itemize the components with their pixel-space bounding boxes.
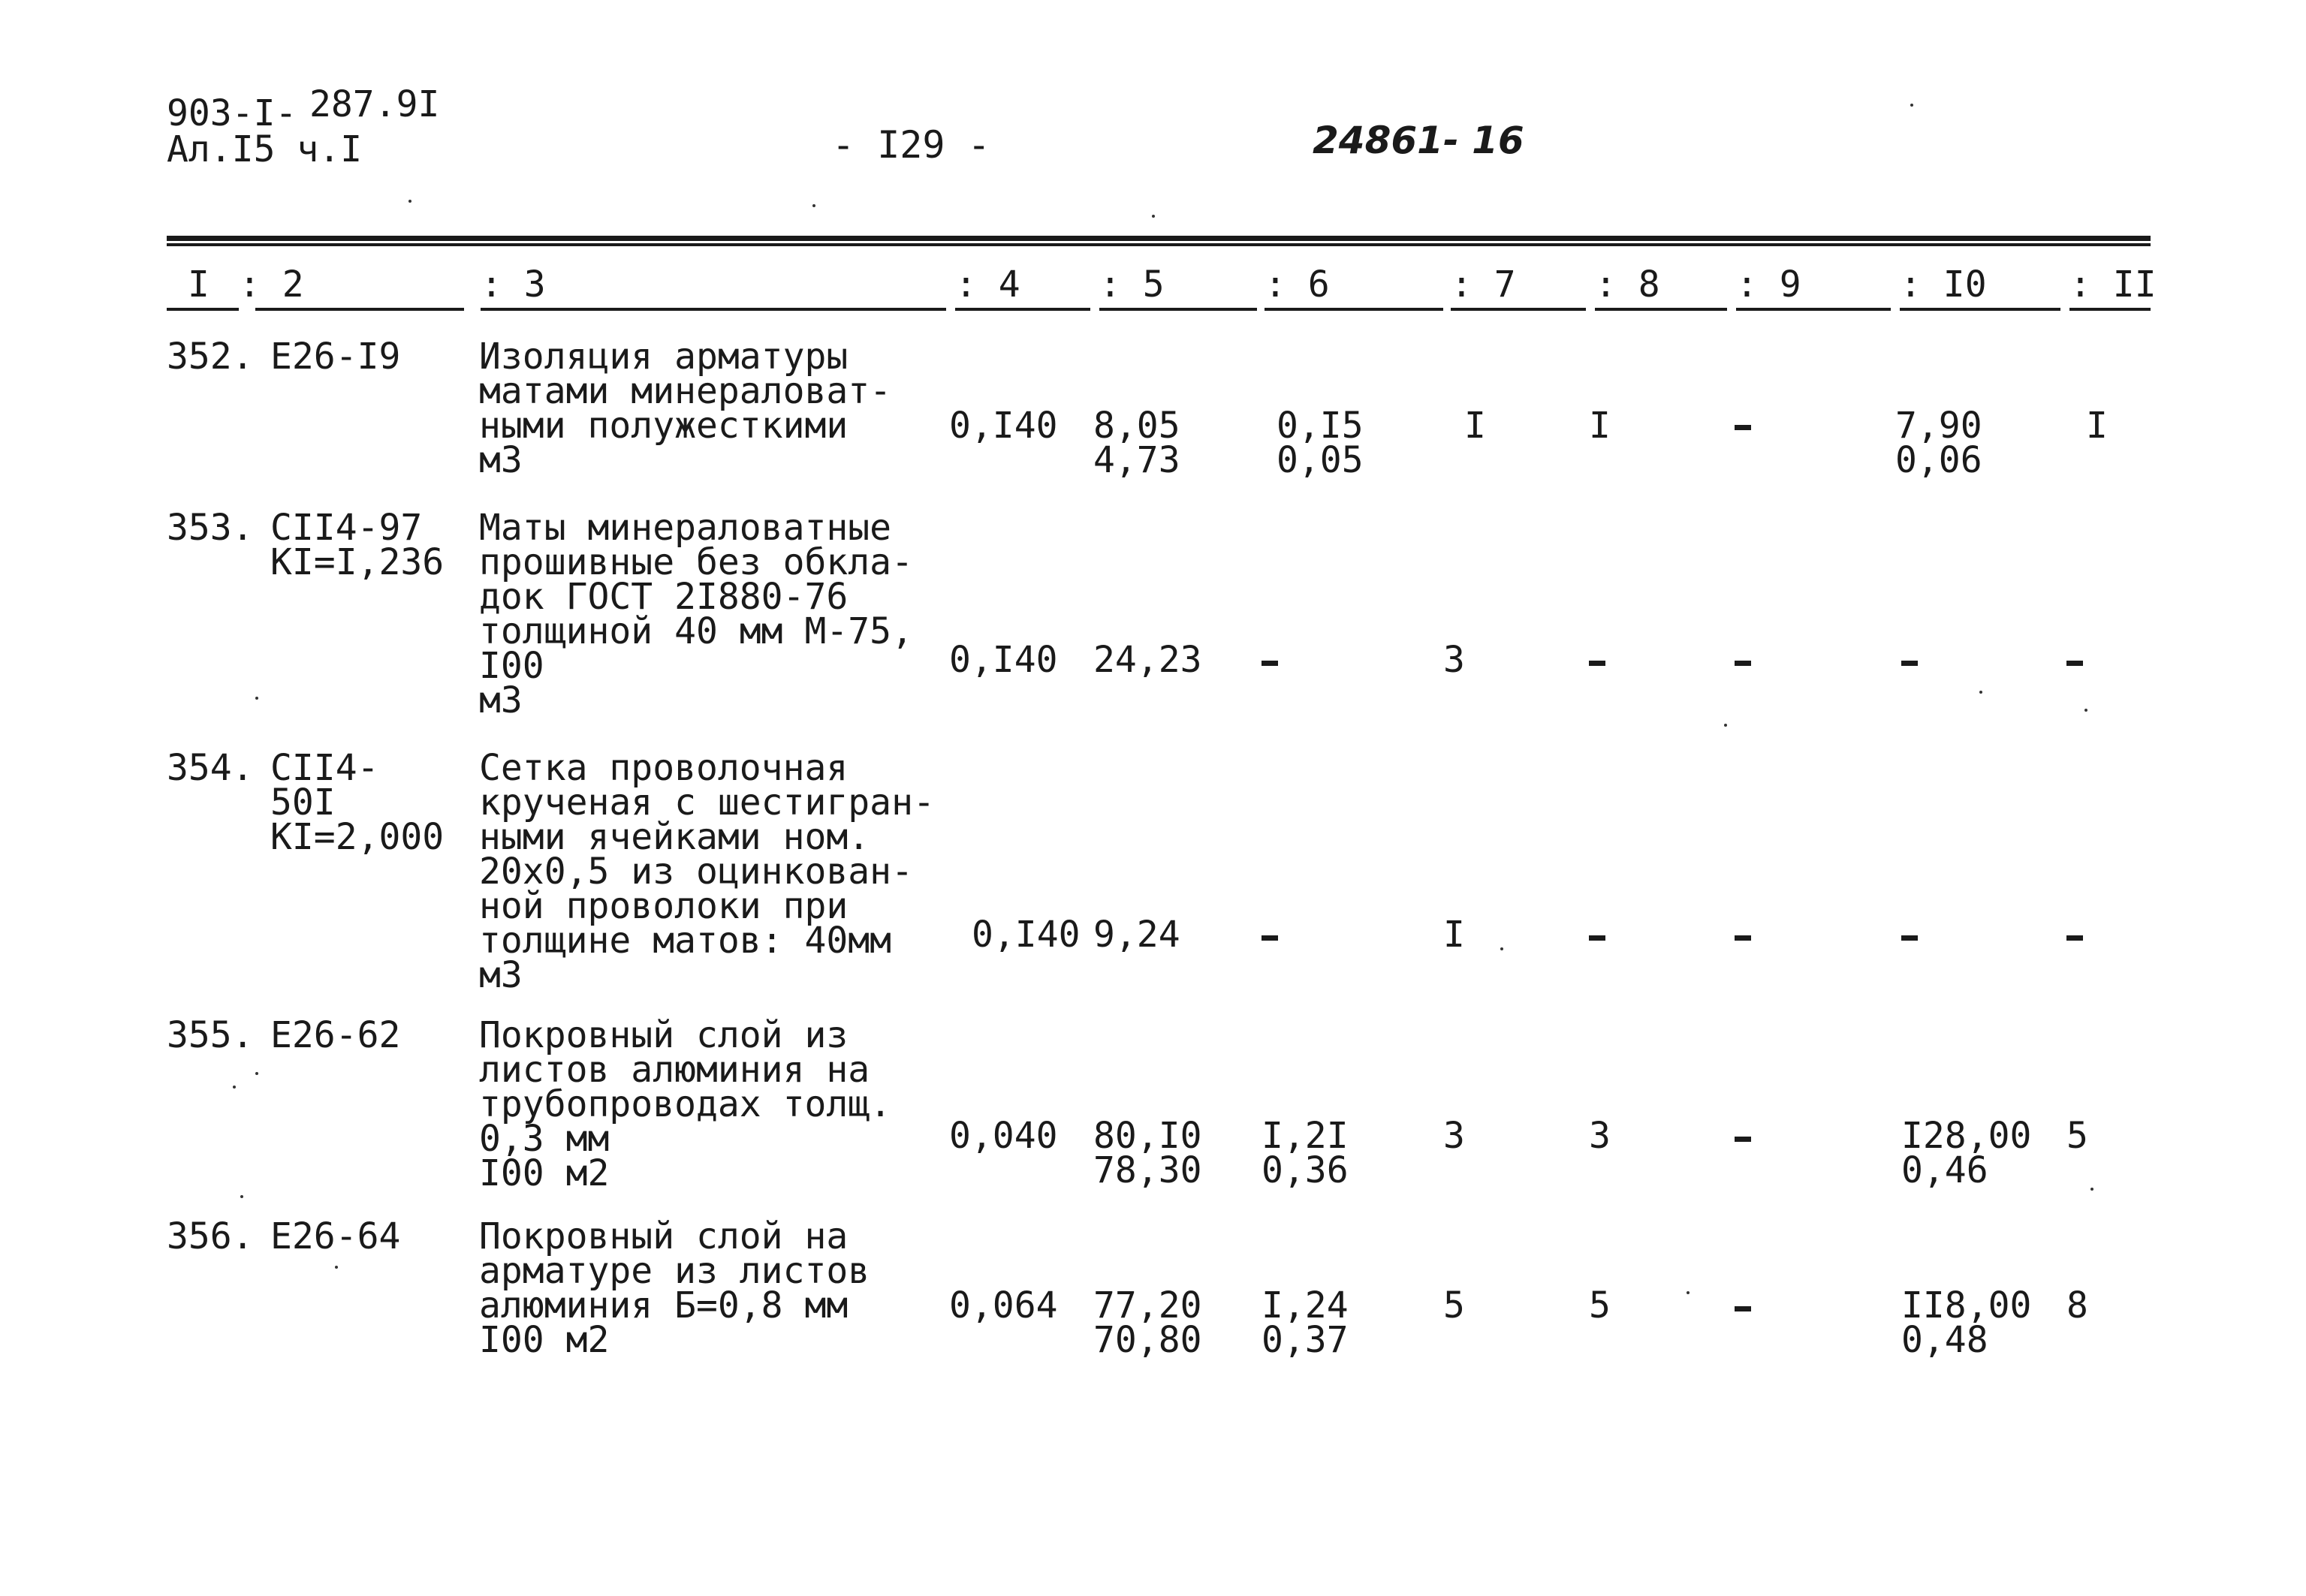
- row-code: СII4- 50I КI=2,000: [270, 747, 445, 858]
- scan-speck: [240, 1195, 243, 1198]
- column-number-5: : 5: [1099, 263, 1165, 306]
- column-number-2: : 2: [239, 263, 304, 306]
- scan-speck: [1500, 947, 1503, 950]
- scan-speck: [1979, 691, 1982, 694]
- column-number-4: : 4: [955, 263, 1020, 306]
- row-col10: I28,00 0,46: [1901, 1115, 2032, 1191]
- column-underline: [1736, 308, 1891, 311]
- row-description: Покровный слой на арматуре из листов алюминия Б=0,8 мм I00 м2: [479, 1215, 870, 1361]
- row-col5: 77,20 70,80: [1093, 1284, 1202, 1361]
- row-col10-dash: [1901, 935, 1918, 941]
- row-col9-dash: [1735, 935, 1751, 941]
- row-col10: 7,90 0,06: [1895, 405, 1982, 481]
- row-col11-dash: [2066, 935, 2083, 941]
- row-code: Е26-62: [270, 1014, 401, 1056]
- row-col4: 0,I40: [949, 639, 1058, 681]
- column-number-9: : 9: [1736, 263, 1801, 306]
- row-number: 352.: [167, 336, 254, 378]
- row-col9-dash: [1735, 661, 1751, 666]
- scan-speck: [1687, 1291, 1690, 1294]
- row-col10-dash: [1901, 661, 1918, 666]
- header-rule-bottom: [167, 243, 2151, 246]
- column-number-7: : 7: [1451, 263, 1516, 306]
- scan-speck: [1152, 215, 1155, 218]
- row-col7: 3: [1443, 1115, 1465, 1157]
- row-col5: 8,05 4,73: [1093, 405, 1180, 481]
- row-col5: 80,I0 78,30: [1093, 1115, 1202, 1191]
- row-col7: I: [1443, 914, 1465, 956]
- column-underline: [255, 308, 464, 311]
- scan-speck: [1910, 104, 1913, 107]
- row-description: Сетка проволочная крученая с шестигран- ными ячейками ном. 20х0,5 из оцинкован- ной проволоки при толщине матов: 40мм м3: [479, 747, 935, 996]
- column-number-6: : 6: [1265, 263, 1330, 306]
- row-col4: 0,I40: [972, 914, 1081, 956]
- row-col4: 0,064: [949, 1284, 1058, 1326]
- column-number-11: : II: [2069, 263, 2157, 306]
- column-number-10: : I0: [1900, 263, 1987, 306]
- column-underline: [955, 308, 1090, 311]
- row-col7: 5: [1443, 1284, 1465, 1326]
- row-col8: 5: [1589, 1284, 1611, 1326]
- row-col11: 8: [2066, 1284, 2088, 1326]
- header-rule-top: [167, 236, 2151, 241]
- row-code: Е26-64: [270, 1215, 401, 1257]
- handwritten-code: 24861- 16: [1313, 119, 1524, 162]
- row-col8-dash: [1589, 935, 1605, 941]
- column-number-1: I: [188, 263, 209, 306]
- row-description: Изоляция арматуры матами минераловат- ными полужесткими м3: [479, 336, 892, 481]
- row-number: 354.: [167, 747, 254, 789]
- row-number: 355.: [167, 1014, 254, 1056]
- scan-speck: [408, 200, 411, 203]
- column-underline: [1451, 308, 1586, 311]
- row-col11: I: [2086, 405, 2108, 447]
- scan-speck: [255, 1072, 258, 1075]
- row-col10: II8,00 0,48: [1901, 1284, 2032, 1361]
- column-underline: [1595, 308, 1727, 311]
- row-number: 353.: [167, 507, 254, 549]
- row-col11-dash: [2066, 661, 2083, 666]
- row-col4: 0,040: [949, 1115, 1058, 1157]
- row-col6-dash: [1262, 661, 1278, 666]
- row-col5: 24,23: [1093, 639, 1202, 681]
- row-col7: I: [1464, 405, 1486, 447]
- column-underline: [481, 308, 946, 311]
- column-underline: [1900, 308, 2060, 311]
- row-col6-dash: [1262, 935, 1278, 941]
- row-col4: 0,I40: [949, 405, 1058, 447]
- scan-speck: [255, 697, 258, 700]
- row-col6: I,2I 0,36: [1262, 1115, 1349, 1191]
- row-col8: 3: [1589, 1115, 1611, 1157]
- scan-speck: [1724, 724, 1727, 727]
- row-col9-dash: [1735, 1137, 1751, 1142]
- column-underline: [1099, 308, 1257, 311]
- page-number: - I29 -: [832, 123, 990, 167]
- column-number-3: : 3: [481, 263, 546, 306]
- column-underline: [167, 308, 239, 311]
- row-description: Покровный слой из листов алюминия на трубопроводах толщ. 0,3 мм I00 м2: [479, 1014, 892, 1194]
- column-underline: [1265, 308, 1443, 311]
- scan-speck: [233, 1086, 236, 1089]
- row-col6: I,24 0,37: [1262, 1284, 1349, 1361]
- row-col9-dash: [1735, 1306, 1751, 1311]
- document-code-prefix: 903-I-: [167, 92, 297, 134]
- row-description: Маты минераловатные прошивные без обкла- док ГОСТ 2I880-76 толщиной 40 мм М-75, I00 м3: [479, 507, 913, 721]
- row-col9-dash: [1735, 425, 1751, 430]
- column-number-8: : 8: [1595, 263, 1660, 306]
- scan-speck: [2084, 709, 2087, 712]
- scan-speck: [812, 204, 815, 207]
- row-code: Е26-I9: [270, 336, 401, 378]
- scan-speck: [335, 1266, 338, 1269]
- row-col6: 0,I5 0,05: [1277, 405, 1364, 481]
- row-code: СII4-97 КI=I,236: [270, 507, 445, 583]
- row-col5: 9,24: [1093, 914, 1180, 956]
- row-col8-dash: [1589, 661, 1605, 666]
- document-code-suffix: 287.9I: [309, 83, 440, 125]
- album-reference: Ал.I5 ч.I: [167, 128, 363, 170]
- scan-speck: [2090, 1188, 2093, 1191]
- row-number: 356.: [167, 1215, 254, 1257]
- row-col7: 3: [1443, 639, 1465, 681]
- row-col8: I: [1589, 405, 1611, 447]
- column-underline: [2069, 308, 2151, 311]
- row-col11: 5: [2066, 1115, 2088, 1157]
